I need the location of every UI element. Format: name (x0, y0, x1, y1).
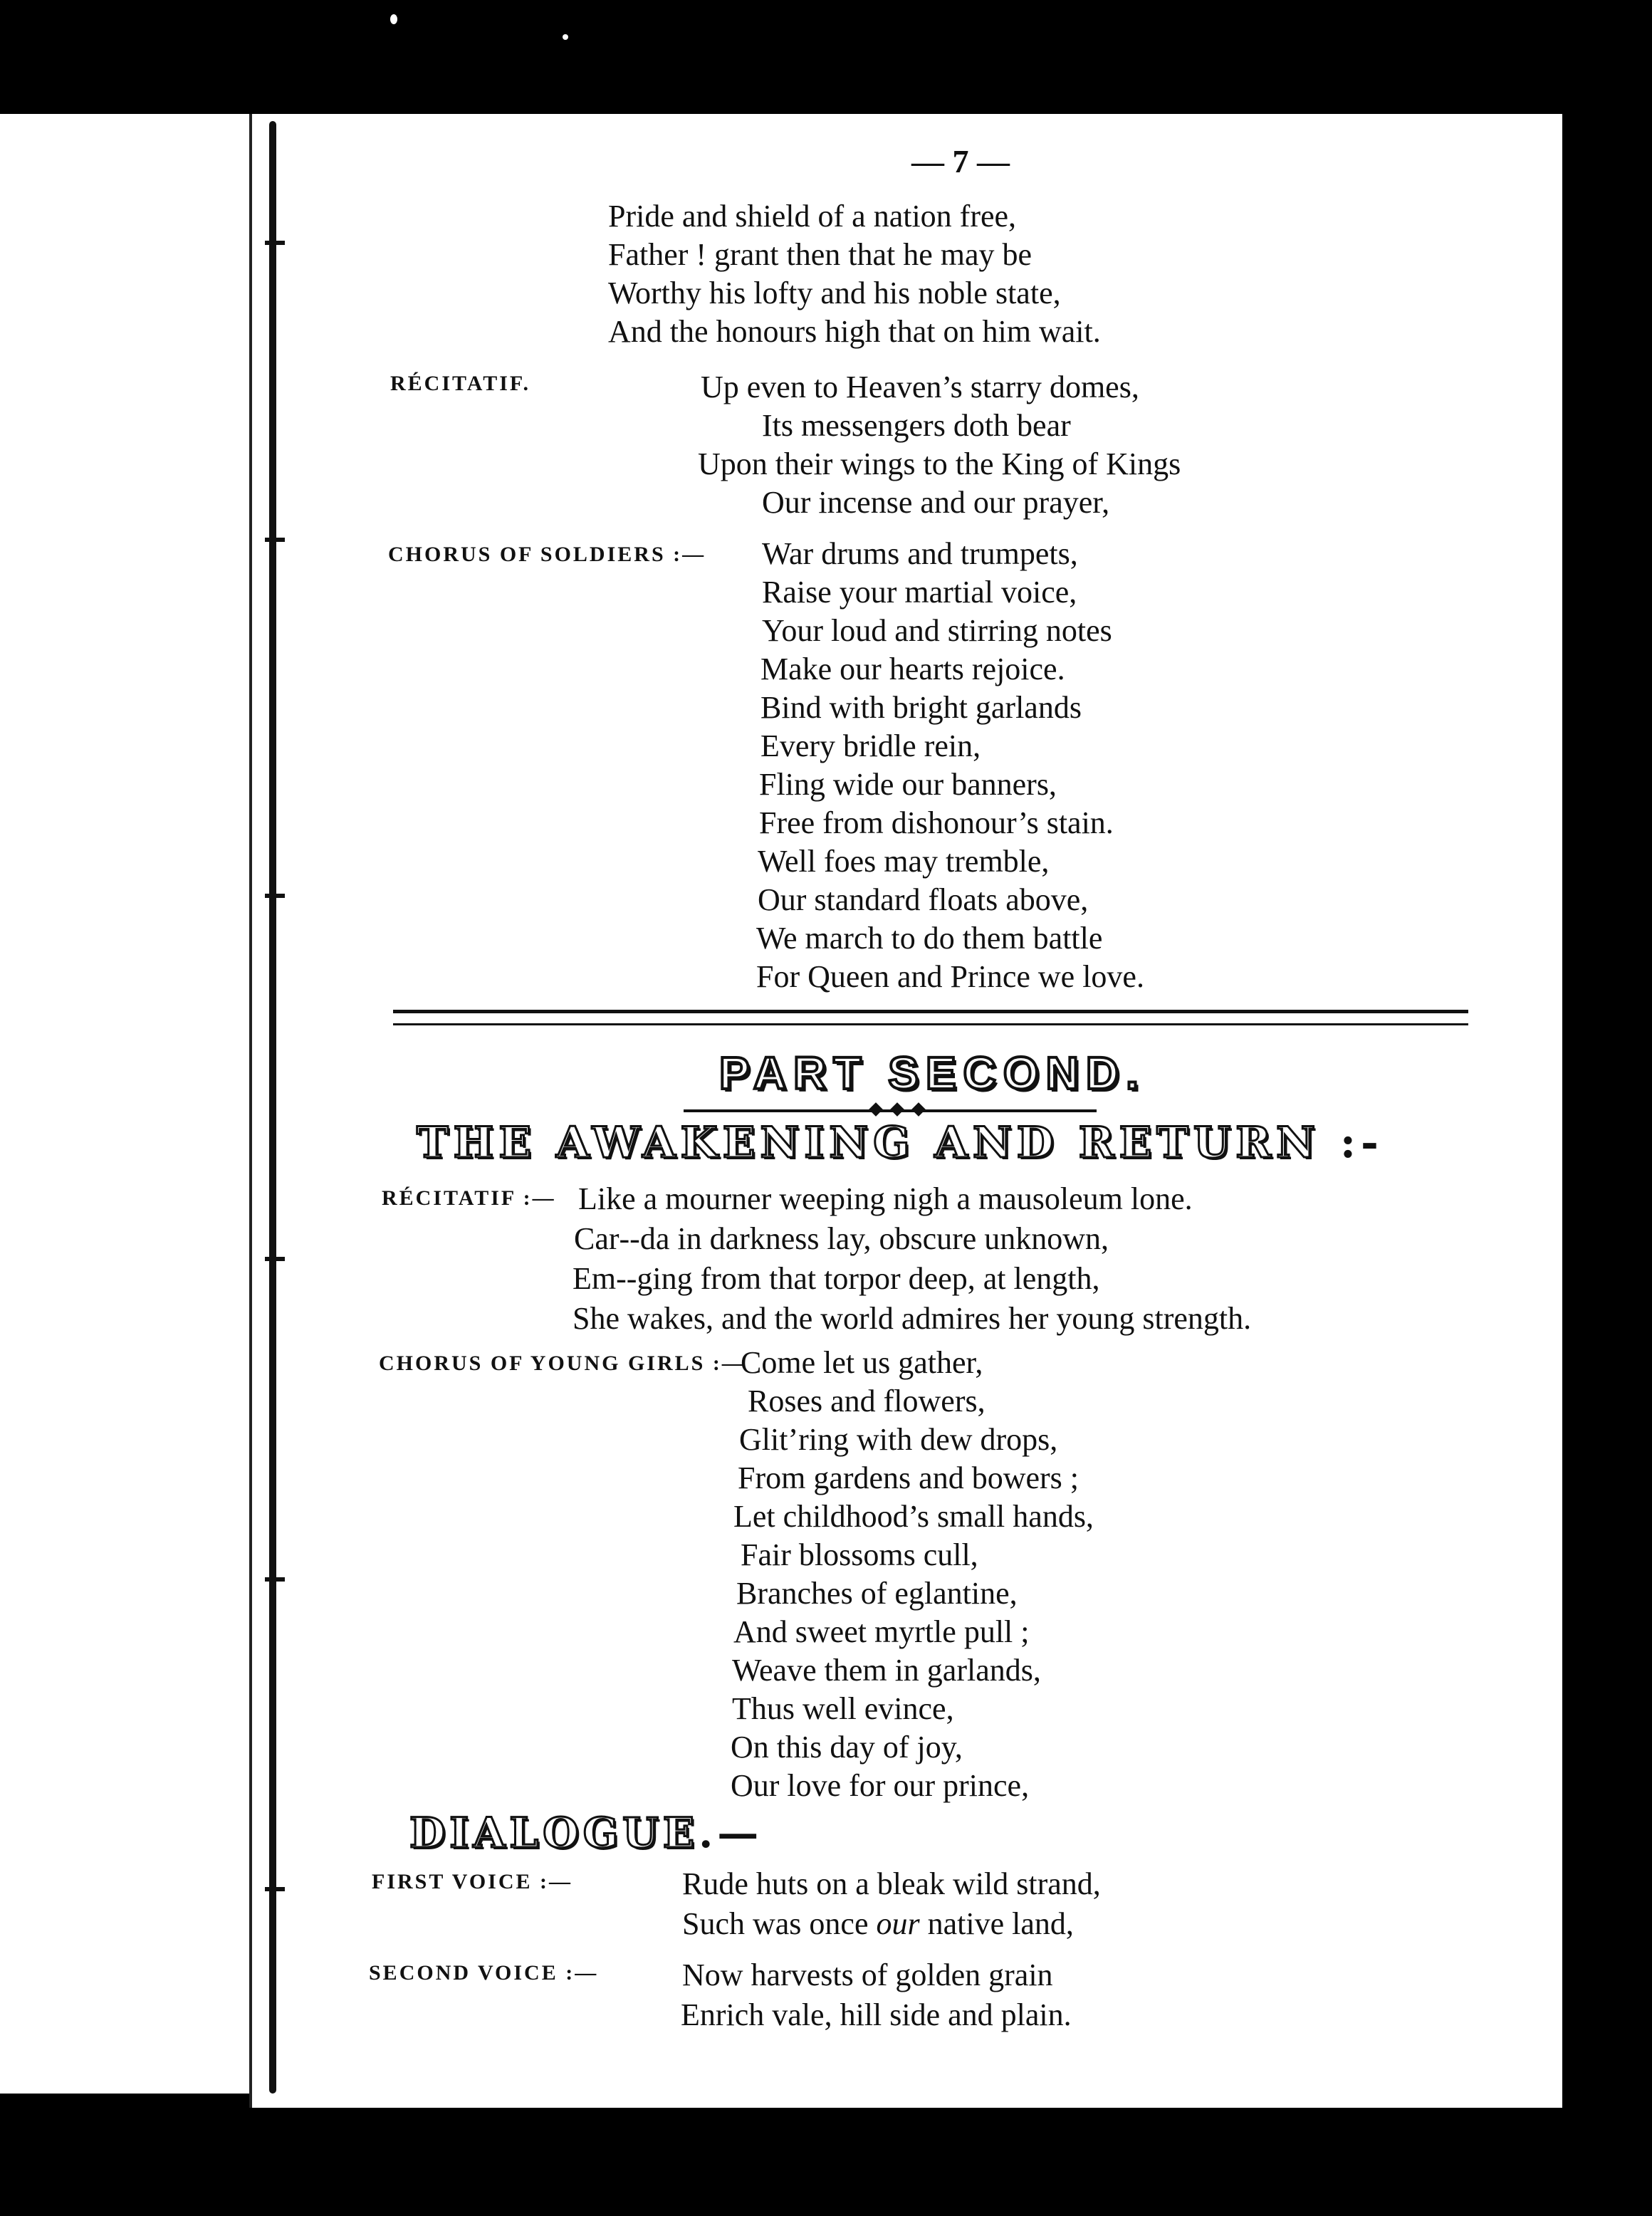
verse-line: Worthy his lofty and his noble state, (608, 276, 1061, 310)
verse-line: Thus well evince, (732, 1691, 954, 1726)
verse-line: War drums and trumpets, (762, 536, 1078, 571)
verse-text: Such was once (682, 1906, 877, 1941)
binding-stitch (265, 1577, 285, 1582)
verse-line: For Queen and Prince we love. (756, 959, 1144, 994)
speaker-label: FIRST VOICE :— (372, 1870, 573, 1893)
verse-line: Our standard floats above, (758, 882, 1089, 917)
binding-stitch (265, 241, 285, 245)
verse-line: She wakes, and the world admires her young strength. (573, 1301, 1252, 1336)
section-heading-suffix: :- (1319, 1118, 1384, 1168)
emphasized-word: our (876, 1906, 920, 1941)
verse-line: Fling wide our banners, (759, 767, 1057, 802)
verse-line (682, 1908, 1074, 1940)
scan-speck (390, 14, 397, 24)
verse-line: And sweet myrtle pull ; (733, 1614, 1030, 1649)
verse-line: Roses and flowers, (748, 1384, 986, 1418)
verse-line: Its messengers doth bear (762, 408, 1071, 443)
dialogue-heading-title: DIALOGUE (409, 1809, 699, 1857)
verse-line: Glit’ring with dew drops, (739, 1422, 1058, 1457)
section-heading-title: THE AWAKENING AND RETURN (417, 1118, 1320, 1168)
speaker-label: CHORUS OF SOLDIERS :— (388, 543, 706, 566)
verse-line: Enrich vale, hill side and plain. (681, 1997, 1072, 2032)
verse-line: Every bridle rein, (760, 728, 981, 763)
section-divider (393, 1010, 1468, 1025)
verse-line: Pride and shield of a nation free, (608, 199, 1017, 234)
section-heading (417, 1118, 1384, 1168)
verse-line: From gardens and bowers ; (738, 1460, 1079, 1495)
verse-line: Upon their wings to the King of Kings (698, 446, 1181, 481)
scan-speck (1552, 114, 1559, 121)
verse-line: Our incense and our prayer, (762, 485, 1110, 520)
speaker-label: CHORUS OF YOUNG GIRLS :— (379, 1352, 746, 1375)
verse-line: Rude huts on a bleak wild strand, (682, 1866, 1101, 1901)
scan-speck (563, 34, 568, 40)
binding-stitch (265, 894, 285, 898)
speaker-label: RÉCITATIF :— (382, 1186, 556, 1210)
speaker-label: RÉCITATIF. (390, 372, 530, 395)
part-title: PART SECOND. (719, 1047, 1146, 1099)
verse-line: Bind with bright garlands (760, 690, 1082, 725)
verse-line: Like a mourner weeping nigh a mausoleum lone. (578, 1181, 1193, 1216)
verse-line: Make our hearts rejoice. (760, 652, 1065, 686)
dialogue-heading (409, 1809, 763, 1857)
verse-line: And the honours high that on him wait. (608, 314, 1101, 349)
page-number: — 7 — (911, 143, 1010, 179)
facing-page-edge (0, 114, 265, 2094)
speaker-label: SECOND VOICE :— (369, 1961, 599, 1985)
binding-spine (269, 121, 276, 2094)
verse-line: Up even to Heaven’s starry domes, (701, 370, 1139, 404)
binding-stitch (265, 1257, 285, 1261)
verse-line: Our love for our prince, (731, 1768, 1030, 1803)
verse-line: On this day of joy, (731, 1730, 963, 1765)
verse-line: Car‑‑da in darkness lay, obscure unknown, (574, 1221, 1109, 1256)
verse-line: Em‑‑ging from that torpor deep, at length, (573, 1261, 1100, 1296)
verse-line: Free from dishonour’s stain. (759, 805, 1114, 840)
verse-line: Well foes may tremble, (758, 844, 1050, 879)
verse-line: Your loud and stirring notes (762, 613, 1112, 648)
verse-line: Let childhood’s small hands, (733, 1499, 1094, 1534)
verse-line: Weave them in garlands, (732, 1653, 1041, 1688)
dialogue-heading-suffix: .— (699, 1809, 763, 1857)
verse-line: Now harvests of golden grain (682, 1958, 1053, 1992)
verse-line: We march to do them battle (756, 921, 1103, 956)
verse-line: Father ! grant then that he may be (608, 237, 1032, 272)
binding-stitch (265, 1887, 285, 1891)
binding-stitch (265, 538, 285, 542)
verse-line: Come let us gather, (741, 1345, 983, 1380)
verse-text: native land, (919, 1906, 1074, 1941)
verse-line: Branches of eglantine, (736, 1576, 1018, 1611)
verse-line: Raise your martial voice, (762, 575, 1077, 610)
verse-line: Fair blossoms cull, (741, 1537, 978, 1572)
